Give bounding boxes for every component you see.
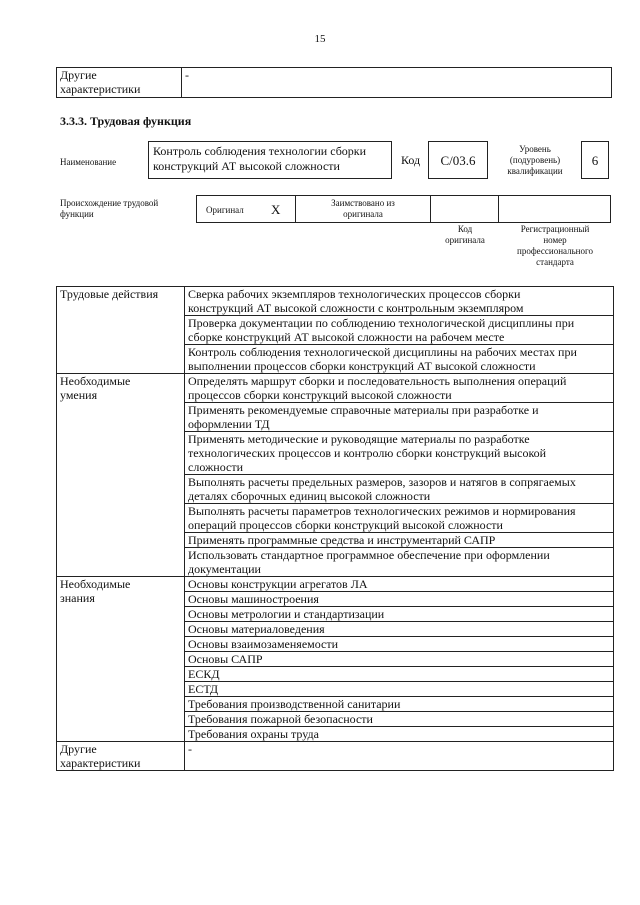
table-row [57, 742, 614, 771]
list-item: Сверка рабочих экземпляров технологических процессов сборки конструкций АТ высокой сложности с контрольным экземпляром [185, 287, 614, 316]
section-title: Необходимые умения [57, 374, 185, 577]
list-item: ЕСКД [185, 667, 614, 682]
function-name-box: Контроль соблюдения технологии сборки конструкций АТ высокой сложности [148, 141, 392, 179]
code-original-box [430, 195, 499, 223]
list-item: - [185, 742, 614, 771]
list-item: Требования производственной санитарии [185, 697, 614, 712]
list-item: Основы взаимозаменяемости [185, 637, 614, 652]
code-original-label: Код оригинала [445, 224, 485, 245]
labor-function-table [56, 286, 614, 771]
list-item: Применять программные средства и инструментарий САПР [185, 533, 614, 548]
name-label: Наименование [60, 157, 117, 167]
list-item: Применять рекомендуемые справочные материалы при разработке и оформлении ТД [185, 403, 614, 432]
level-value-box: 6 [581, 141, 609, 179]
origin-label: Происхождение трудовой функции [60, 198, 159, 219]
list-item: ЕСТД [185, 682, 614, 697]
table-row [57, 577, 614, 592]
section-title: Другие характеристики [57, 742, 185, 771]
registration-label: Регистрационный номер профессионального стандарта [517, 224, 593, 267]
section-title: Трудовые действия [57, 287, 185, 374]
original-label: Оригинал [206, 205, 244, 215]
list-item: Контроль соблюдения технологической дисциплины на рабочих местах при выполнении процессов сборки конструкций АТ высокой сложности [185, 345, 614, 374]
list-item: Основы САПР [185, 652, 614, 667]
list-item: Выполнять расчеты параметров технологических режимов и нормирования операций процессов сборки конструкций высокой сложности [185, 504, 614, 533]
list-item: Основы метрологии и стандартизации [185, 607, 614, 622]
registration-box [498, 195, 611, 223]
list-item: Выполнять расчеты предельных размеров, зазоров и натягов в сопрягаемых деталях сборочных единиц высокой сложности [185, 475, 614, 504]
list-item: Требования охраны труда [185, 727, 614, 742]
page-number: 15 [314, 33, 326, 45]
level-label: Уровень (подуровень) квалификации [507, 144, 563, 176]
other-characteristics-label: Другие характеристики [57, 68, 182, 98]
original-mark: X [271, 202, 281, 217]
other-characteristics-value: - [182, 68, 612, 98]
section-title: Необходимые знания [57, 577, 185, 742]
list-item: Основы материаловедения [185, 622, 614, 637]
code-value-box: C/03.6 [428, 141, 488, 179]
list-item: Применять методические и руководящие материалы по разработке технологических процессов и контролю сборки конструкций высокой сложности [185, 432, 614, 475]
list-item: Основы машиностроения [185, 592, 614, 607]
other-characteristics-table [56, 67, 612, 98]
table-row [57, 374, 614, 403]
list-item: Определять маршрут сборки и последовательность выполнения операций процессов сборки конструкций высокой сложности [185, 374, 614, 403]
list-item: Требования пожарной безопасности [185, 712, 614, 727]
table-row [57, 287, 614, 316]
list-item: Проверка документации по соблюдению технологической дисциплины при сборке конструкций АТ высокой сложности на рабочем месте [185, 316, 614, 345]
section-heading: 3.3.3. Трудовая функция [60, 114, 192, 128]
list-item: Использовать стандартное программное обеспечение при оформлении документации [185, 548, 614, 577]
borrowed-box: Заимствовано из оригинала [295, 195, 431, 223]
code-label: Код [401, 153, 421, 167]
list-item: Основы конструкции агрегатов ЛА [185, 577, 614, 592]
